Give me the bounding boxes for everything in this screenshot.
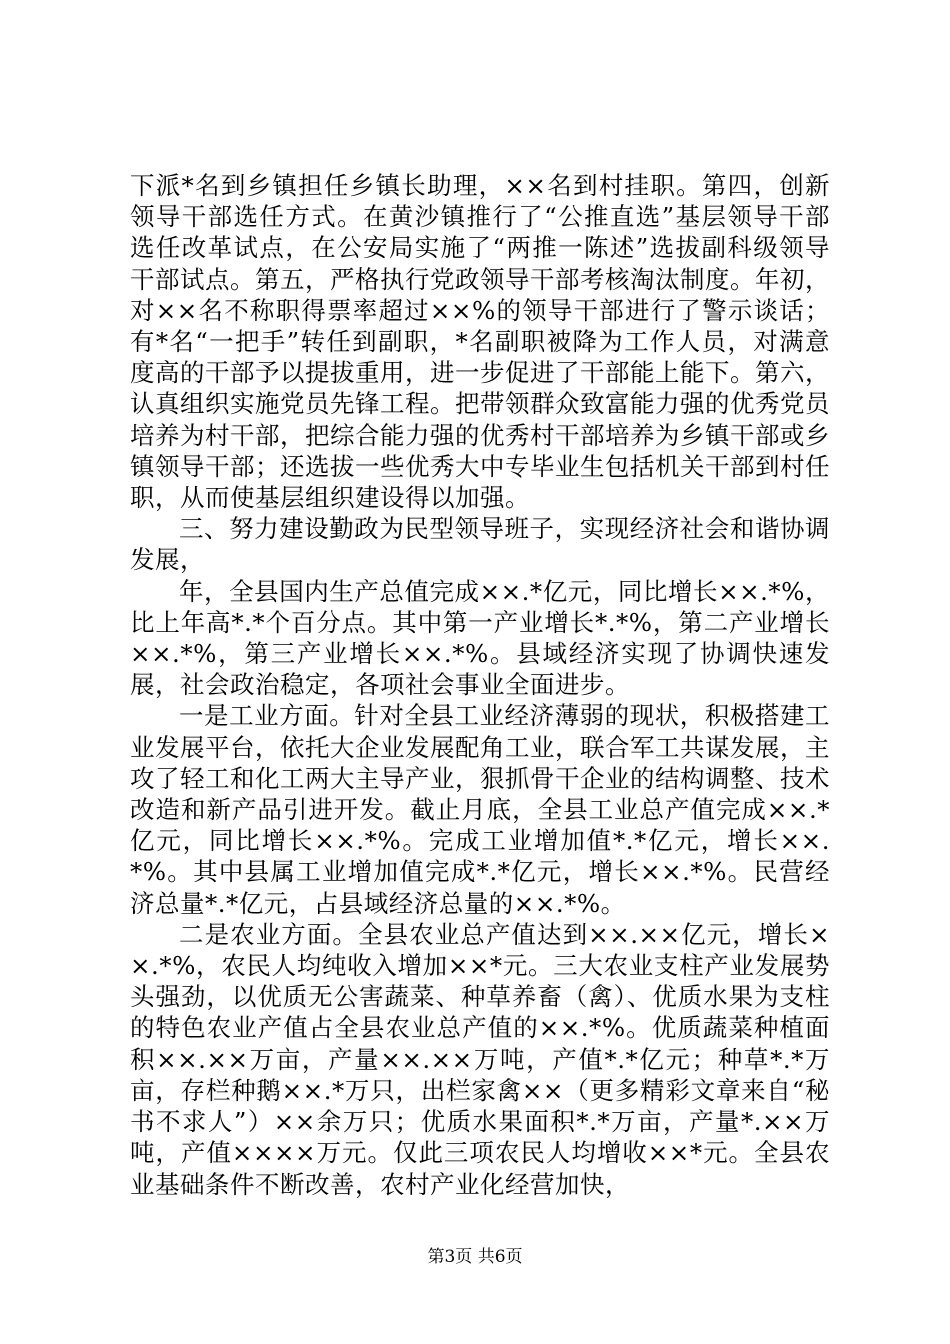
document-body — [130, 170, 830, 1200]
page-number-footer: 第3页 共6页 — [427, 1247, 523, 1267]
paragraph-1: 下派*名到乡镇担任乡镇长助理，××名到村挂职。第四，创新领导干部选任方式。在黄沙镇推行了“公推直选”基层领导干部选任改革试点，在公安局实施了“两推一陈述”选拔副科级领导干部试点。第五，严格执行党政领导干部考核淘汰制度。年初，对××名不称职得票率超过××%的领导干部进行了警示谈话；有*名“一把手”转任到副职，*名副职被降为工作人员，对满意度高的干部予以提拔重用，进一步促进了干部能上能下。第六，认真组织实施党员先锋工程。把带领群众致富能力强的优秀党员培养为村干部，把综合能力强的优秀村干部培养为乡镇干部或乡镇领导干部；还选拔一些优秀大中专毕业生包括机关干部到村任职，从而使基层组织建设得以加强。 — [130, 171, 830, 513]
paragraph-2-section-heading: 三、努力建设勤政为民型领导班子，实现经济社会和谐协调发展， — [130, 514, 830, 575]
paragraph-4-industry: 一是工业方面。针对全县工业经济薄弱的现状，积极搭建工业发展平台，依托大企业发展配角工业，联合军工共谋发展，主攻了轻工和化工两大主导产业，狠抓骨干企业的结构调整、技术改造和新产品引进开发。截止月底，全县工业总产值完成××.*亿元，同比增长××.*%。完成工业增加值*.*亿元，增长××.*%。其中县属工业增加值完成*.*亿元，增长××.*%。民营经济总量*.*亿元，占县域经济总量的××.*%。 — [130, 701, 830, 918]
paragraph-5-agriculture: 二是农业方面。全县农业总产值达到××.××亿元，增长××.*%，农民人均纯收入增加××*元。三大农业支柱产业发展势头强劲，以优质无公害蔬菜、种草养畜（禽）、优质水果为支柱的特色农业产值占全县农业总产值的××.*%。优质蔬菜种植面积××.××万亩，产量××.××万吨，产值*.*亿元；种草*.*万亩，存栏种鹅××.*万只，出栏家禽××（更多精彩文章来自“秘书不求人”）××余万只；优质水果面积*.*万亩，产量*.××万吨，产值××××万元。仅此三项农民人均增收××*元。全县农业基础条件不断改善，农村产业化经营加快， — [130, 919, 830, 1199]
paragraph-3: 年，全县国内生产总值完成××.*亿元，同比增长××.*%，比上年高*.*个百分点。其中第一产业增长*.*%，第二产业增长××.*%，第三产业增长××.*%。县域经济实现了协调快速发展，社会政治稳定，各项社会事业全面进步。 — [130, 576, 830, 700]
